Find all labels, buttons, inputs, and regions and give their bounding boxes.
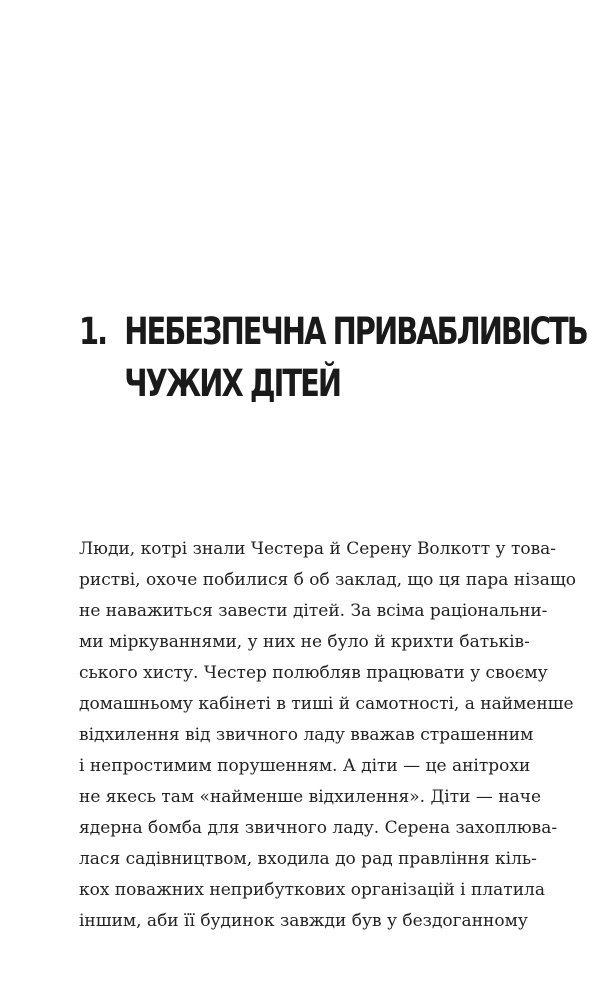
body-line: ядерна бомба для звичного ладу. Серена захоплюва- [79, 818, 558, 838]
chapter-number: 1. [79, 310, 107, 353]
body-line: і непростимим порушенням. А діти — це анітрохи [79, 756, 531, 776]
body-line: ми міркуваннями, у них не було й крихти батьків- [79, 632, 530, 652]
chapter-heading-line-1 [79, 306, 587, 358]
chapter-title-line-1: НЕБЕЗПЕЧНА ПРИВАБЛИВІСТЬ [124, 310, 587, 353]
body-line: Люди, котрі знали Честера й Серену Волкотт у това- [79, 539, 557, 559]
body-line: ського хисту. Честер полюбляв працювати у своєму [79, 663, 548, 683]
body-line: лася садівництвом, входила до рад правління кіль- [79, 849, 537, 869]
body-line: відхилення від звичного ладу вважав страшенним [79, 725, 534, 745]
body-line: ристві, охоче побилися б об заклад, що ця пара нізащо [79, 570, 576, 590]
body-line: не якесь там «найменше відхилення». Діти — наче [79, 787, 542, 807]
chapter-body-paragraph [79, 534, 576, 937]
body-line: домашньому кабінеті в тиші й самотності, а найменше [79, 694, 574, 714]
body-line: не наважиться завести дітей. За всіма раціональни- [79, 601, 548, 621]
chapter-heading [79, 306, 587, 410]
body-line: іншим, аби її будинок завжди був у бездоганному [79, 911, 528, 931]
chapter-title-line-2: ЧУЖИХ ДІТЕЙ [124, 362, 341, 405]
body-line: кох поважних неприбуткових організацій і платила [79, 880, 545, 900]
